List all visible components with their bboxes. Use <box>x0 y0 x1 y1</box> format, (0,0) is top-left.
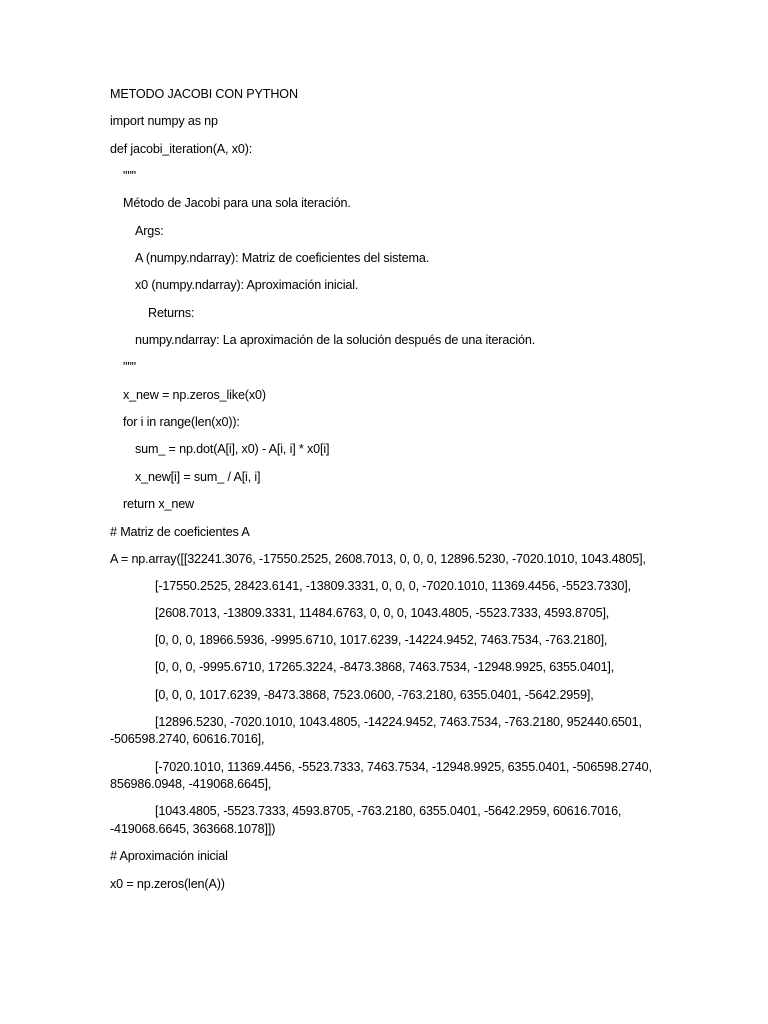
code-line-docstring-close: """ <box>123 360 136 375</box>
code-line-docstring-open: """ <box>123 169 136 184</box>
code-line-def: def jacobi_iteration(A, x0): <box>110 141 253 156</box>
document-title: METODO JACOBI CON PYTHON <box>110 87 298 101</box>
code-line-x-new-assign: x_new[i] = sum_ / A[i, i] <box>135 469 261 484</box>
code-line-for-loop: for i in range(len(x0)): <box>123 415 240 430</box>
matrix-row-4: [0, 0, 0, -9995.6710, 17265.3224, -8473.3868, 7463.7534, -12948.9925, 6355.0401], <box>155 660 615 675</box>
code-line-sum: sum_ = np.dot(A[i], x0) - A[i, i] * x0[i] <box>135 442 330 457</box>
code-line-x-new-init: x_new = np.zeros_like(x0) <box>123 387 266 402</box>
code-line-import: import numpy as np <box>110 114 218 129</box>
code-line-arg-x0: x0 (numpy.ndarray): Aproximación inicial. <box>135 278 359 293</box>
matrix-row-0: A = np.array([[32241.3076, -17550.2525, 2608.7013, 0, 0, 0, 12896.5230, -7020.1010, 1043.4805], <box>110 551 646 566</box>
document-page <box>110 86 670 903</box>
matrix-row-6: [12896.5230, -7020.1010, 1043.4805, -14224.9452, 7463.7534, -763.2180, 952440.6501, -506598.2740, 60616.7016], <box>110 714 642 747</box>
code-line-x0-init: x0 = np.zeros(len(A)) <box>110 876 225 891</box>
code-line-return: return x_new <box>123 497 195 512</box>
code-line-returns-description: numpy.ndarray: La aproximación de la solución después de una iteración. <box>135 333 536 348</box>
matrix-row-8: [1043.4805, -5523.7333, 4593.8705, -763.2180, 6355.0401, -5642.2959, 60616.7016, -419068.6645, 363668.1078]]) <box>110 804 622 837</box>
code-line-arg-a: A (numpy.ndarray): Matriz de coeficientes del sistema. <box>135 251 430 266</box>
code-comment-initial-approximation: # Aproximación inicial <box>110 849 228 864</box>
matrix-row-2: [2608.7013, -13809.3331, 11484.6763, 0, 0, 0, 1043.4805, -5523.7333, 4593.8705], <box>155 606 610 621</box>
matrix-row-7: [-7020.1010, 11369.4456, -5523.7333, 7463.7534, -12948.9925, 6355.0401, -506598.2740, 856986.0948, -419068.6645], <box>110 759 652 792</box>
code-line-docstring-description: Método de Jacobi para una sola iteración. <box>123 196 351 211</box>
code-line-args-heading: Args: <box>135 223 164 238</box>
matrix-row-1: [-17550.2525, 28423.6141, -13809.3331, 0, 0, 0, -7020.1010, 11369.4456, -5523.7330], <box>155 578 631 593</box>
matrix-row-3: [0, 0, 0, 18966.5936, -9995.6710, 1017.6239, -14224.9452, 7463.7534, -763.2180], <box>155 633 608 648</box>
code-line-returns-heading: Returns: <box>148 305 195 320</box>
code-comment-matrix: # Matriz de coeficientes A <box>110 524 250 539</box>
matrix-row-5: [0, 0, 0, 1017.6239, -8473.3868, 7523.0600, -763.2180, 6355.0401, -5642.2959], <box>155 687 594 702</box>
